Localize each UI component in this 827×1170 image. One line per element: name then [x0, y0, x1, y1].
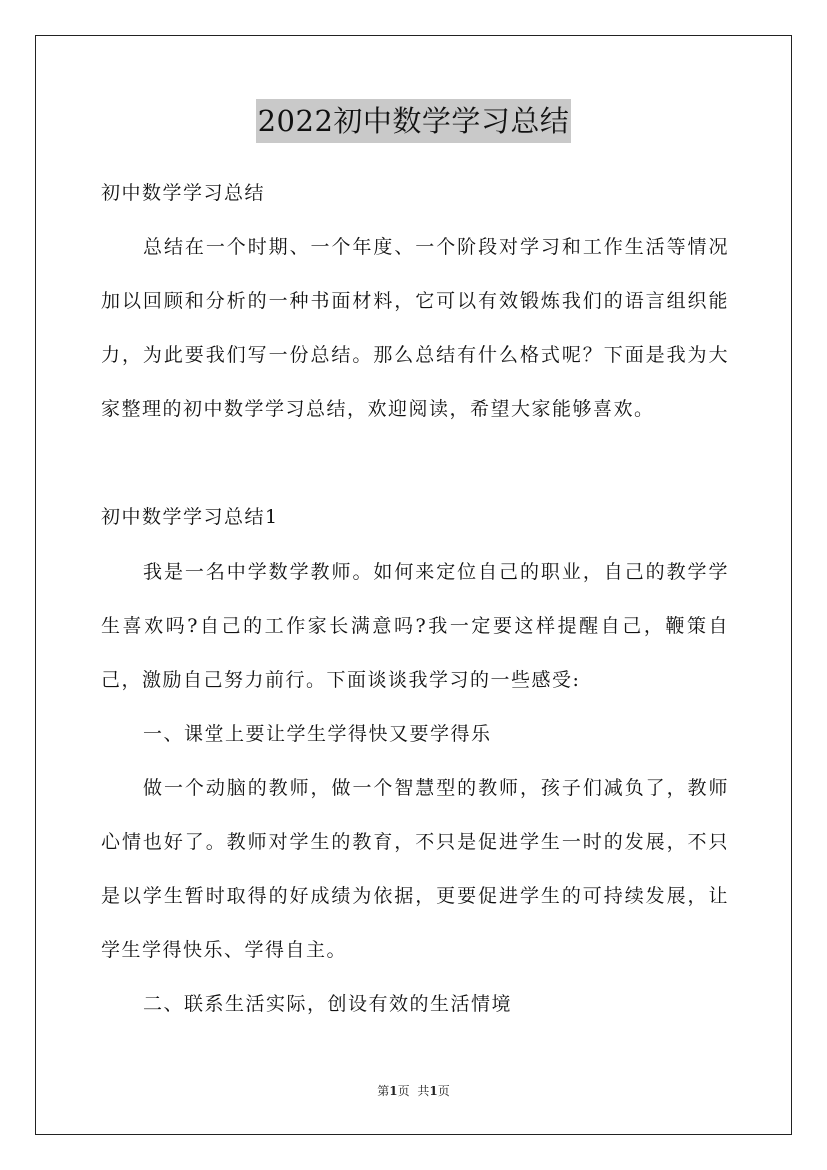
page-footer	[0, 1082, 827, 1100]
page-label: 第	[377, 1084, 390, 1098]
subheading-point-2: 二、联系生活实际，创设有效的生活情境	[143, 993, 513, 1015]
title-container	[0, 99, 827, 143]
total-suffix: 页	[437, 1084, 450, 1098]
section-heading: 初中数学学习总结	[101, 182, 266, 204]
subheading-point-1: 一、课堂上要让学生学得快又要学得乐	[143, 723, 492, 745]
body-paragraph-2: 做一个动脑的教师，做一个智慧型的教师，孩子们减负了，教师心情也好了。教师对学生的教育，不只是促进学生一时的发展，不只是以学生暂时取得的好成绩为依据，更要促进学生的可持续发展，让学生学得快乐、学得自主。	[101, 777, 729, 961]
page-suffix: 页	[397, 1084, 410, 1098]
page-total: 1	[429, 1084, 438, 1098]
body-paragraph: 我是一名中学数学教师。如何来定位自己的职业，自己的教学学生喜欢吗?自己的工作家长满意吗?我一定要这样提醒自己，鞭策自己，激励自己努力前行。下面谈谈我学习的一些感受:	[101, 561, 729, 691]
section-heading-1: 初中数学学习总结1	[101, 506, 279, 528]
total-label: 共	[417, 1084, 430, 1098]
intro-paragraph: 总结在一个时期、一个年度、一个阶段对学习和工作生活等情况加以回顾和分析的一种书面材料，它可以有效锻炼我们的语言组织能力，为此要我们写一份总结。那么总结有什么格式呢？下面是我为大家整理的初中数学学习总结，欢迎阅读，希望大家能够喜欢。	[101, 236, 729, 420]
page-current: 1	[389, 1084, 398, 1098]
document-title: 2022初中数学学习总结	[256, 99, 572, 143]
